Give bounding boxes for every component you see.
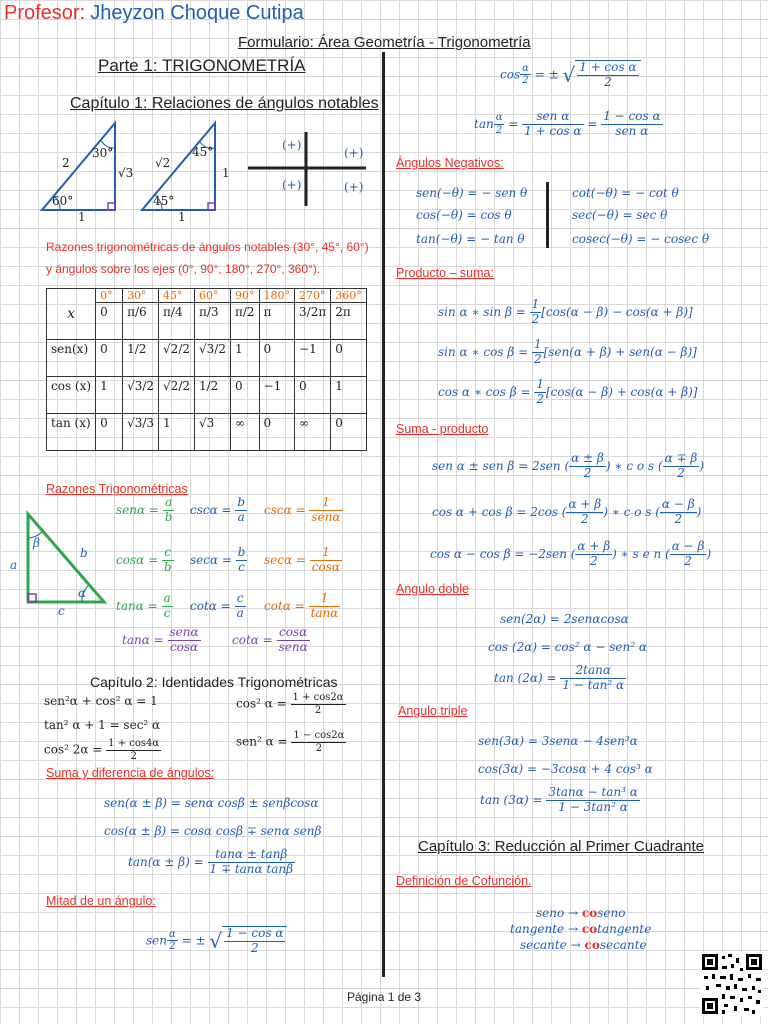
mitad-sen: sen $\frac{\alpha}{2}$ = ± √ $\frac{\text{1 − cos α}}{2}$ xyxy=(146,926,287,956)
cofuncion-title: Definición de Cofunción. xyxy=(396,874,532,888)
rad-180: π xyxy=(259,303,295,340)
deg-30: 30° xyxy=(123,289,159,303)
quadrant-3: (+) xyxy=(282,178,302,192)
table-x-header: x xyxy=(47,289,96,340)
doble-cos: cos (2α) = cos² α − sen² α xyxy=(488,640,647,654)
tri2-base: 1 xyxy=(178,210,186,224)
rad-60: π/3 xyxy=(195,303,231,340)
sp-cos-plus: cos α + cos β = 2cos ( $\frac{\alpha + \beta}{2}$ ) ∗ c o s ( $\frac{\alpha - \beta}{2}$ ) xyxy=(432,497,702,526)
rad-45: π/4 xyxy=(159,303,195,340)
tri2-angle-top: 45° xyxy=(192,145,214,159)
tri1-angle-bottom: 60° xyxy=(52,194,74,208)
tri1-hypotenuse: 2 xyxy=(62,156,70,170)
qr-code-icon xyxy=(700,952,764,1016)
suma-diferencia-title: Suma y diferencia de ángulos: xyxy=(46,766,215,780)
producto-suma-title: Producto – suma: xyxy=(396,266,494,280)
deg-0: 0° xyxy=(96,289,123,303)
right-triangle xyxy=(20,508,110,608)
rt-cos: cosα = $\frac{c}{b}$ xyxy=(116,545,172,574)
rad-30: π/6 xyxy=(123,303,159,340)
chapter1-title: Capítulo 1: Relaciones de ángulos notables xyxy=(70,95,379,112)
doble-sen: sen(2α) = 2senαcosα xyxy=(500,612,629,626)
rad-360: 2π xyxy=(331,303,367,340)
part-title: Parte 1: TRIGONOMETRÍA xyxy=(98,56,306,75)
razones-title: Razones Trigonométricas xyxy=(46,482,188,496)
rt-sec: secα = $\frac{b}{c}$ xyxy=(190,545,246,574)
rt-side-a: a xyxy=(10,558,18,572)
suma-sen: sen(α ± β) = senα cosβ ± senβcosα xyxy=(104,796,319,810)
rad-0: 0 xyxy=(96,303,123,340)
prod-sin-cos: sin α ∗ cos β = $\frac{1}{2}$ [sen(α + β) + sen(α − β)] xyxy=(438,337,697,366)
prod-sin-sin: sin α ∗ sin β = $\frac{1}{2}$ [cos(α − β) − cos(α + β)] xyxy=(438,297,693,326)
suma-producto-title: Suma - producto xyxy=(396,422,489,436)
header-author: Jheyzon Choque Cutipa xyxy=(90,2,304,24)
neg-sen: sen(−θ) = − sen θ xyxy=(416,186,528,200)
deg-360: 360° xyxy=(331,289,367,303)
table-row: sen(x) 0 1/2 √2/2 √3/2 1 0 −1 0 xyxy=(47,340,367,377)
rt-sec-inv: secα = $\frac{1}{\cos\alpha}$ xyxy=(264,545,340,574)
negativos-divider xyxy=(546,182,549,248)
neg-sec: sec(−θ) = sec θ xyxy=(572,208,668,222)
triple-tan: tan (3α) = $\frac{\text{3tanα − tan³ α}}{\text{1 − 3tan² α}}$ xyxy=(480,785,638,814)
rt-alpha: α xyxy=(78,586,87,600)
rad-270: 3/2π xyxy=(295,303,331,340)
tri2-side: 1 xyxy=(222,166,230,180)
rt-csc: cscα = $\frac{b}{a}$ xyxy=(190,495,246,524)
deg-180: 180° xyxy=(259,289,295,303)
rt-cot-inv: cotα = $\frac{1}{\tan\alpha}$ xyxy=(264,591,339,620)
negativos-title: Ángulos Negativos: xyxy=(396,156,504,170)
neg-cos: cos(−θ) = cos θ xyxy=(416,208,512,222)
deg-270: 270° xyxy=(295,289,331,303)
mitad-cos: cos $\frac{\alpha}{2}$ = ± √ $\frac{\text{1 + cos α}}{2}$ xyxy=(500,60,641,90)
identity-pythagorean: sen²α + cos² α = 1 xyxy=(44,694,158,708)
deg-45: 45° xyxy=(159,289,195,303)
tri2-angle-bottom: 45° xyxy=(153,194,175,208)
mitad-tan: tan $\frac{\alpha}{2}$ = $\frac{\text{sen α}}{\text{1 + cos α}}$ = $\frac{\text{1 − cos α}}{\text{sen α}}$ xyxy=(474,109,661,138)
prod-cos-cos: cos α ∗ cos β = $\frac{1}{2}$ [cos(α − β) + cos(α + β)] xyxy=(438,377,698,406)
triple-sen: sen(3α) = 3senα − 4sen³α xyxy=(478,734,638,748)
neg-tan: tan(−θ) = − tan θ xyxy=(416,232,525,246)
quadrant-1: (+) xyxy=(344,146,364,160)
neg-cosec: cosec(−θ) = − cosec θ xyxy=(572,232,710,246)
cofuncion-seno: seno → coseno xyxy=(536,906,626,920)
angulo-triple-title: Angulo triple xyxy=(398,704,468,718)
suma-cos: cos(α ± β) = cosα cosβ ∓ senα senβ xyxy=(104,824,322,838)
rt-tan: tanα = $\frac{a}{c}$ xyxy=(116,591,171,620)
chapter3-title: Capítulo 3: Reducción al Primer Cuadrante xyxy=(418,838,704,855)
sp-cos-minus: cos α − cos β = −2sen ( $\frac{\alpha + \beta}{2}$ ) ∗ s e n ( $\frac{\alpha - \beta}{2}$ ) xyxy=(430,539,712,568)
identity-sen2a: sen² α = $\frac{1 - \cos 2\alpha}{2}$ xyxy=(236,730,345,754)
column-divider xyxy=(382,52,385,977)
tri1-angle-top: 30° xyxy=(92,146,114,160)
cofuncion-tangente: tangente → cotangente xyxy=(510,922,652,936)
page-header xyxy=(4,2,304,25)
rt-beta: β xyxy=(33,536,40,550)
deg-60: 60° xyxy=(195,289,231,303)
table-row: tan (x) 0 √3/3 1 √3 ∞ 0 ∞ 0 xyxy=(47,414,367,451)
quadrant-2: (+) xyxy=(282,138,302,152)
identity-tan-sec: tan² α + 1 = sec² α xyxy=(44,718,161,732)
notable-angles-table xyxy=(46,288,367,451)
header-prefix: Profesor: xyxy=(4,2,86,24)
table-row: cos (x) 1 √3/2 √2/2 1/2 0 −1 0 1 xyxy=(47,377,367,414)
mitad-title: Mitad de un ángulo: xyxy=(46,894,156,908)
razones-description: Razones trigonométricas de ángulos notables (30°, 45°, 60°) y ángulos sobre los ejes (0°, 90°, 180°, 270°, 360°). xyxy=(46,240,369,276)
tri2-hypotenuse: √2 xyxy=(155,156,171,170)
rad-90: π/2 xyxy=(230,303,259,340)
rt-sen: senα = $\frac{a}{b}$ xyxy=(116,495,173,524)
deg-90: 90° xyxy=(230,289,259,303)
tri1-base: 1 xyxy=(78,210,86,224)
tri1-side: √3 xyxy=(118,166,134,180)
page-number: Página 1 de 3 xyxy=(347,990,422,1004)
quadrant-cross xyxy=(248,132,368,208)
triple-cos: cos(3α) = −3cosα + 4 cos³ α xyxy=(478,762,653,776)
quadrant-4: (+) xyxy=(344,180,364,194)
chapter2-title: Capítulo 2: Identidades Trigonométricas xyxy=(90,674,338,690)
identity-cos2-2a: cos² 2α = $\frac{1 + \cos 4\alpha}{2}$ xyxy=(44,738,160,762)
neg-cot: cot(−θ) = − cot θ xyxy=(572,186,679,200)
suma-tan: tan(α ± β) = $\frac{\tan\alpha \pm \tan\beta}{\text{1 ∓ tanα tanβ}}$ xyxy=(128,847,294,876)
rt-side-b: b xyxy=(80,546,88,560)
sp-sen: sen α ± sen β = 2sen ( $\frac{\alpha \pm \beta}{2}$ ) ∗ c o s ( $\frac{\alpha \mp \beta}{2}$ ) xyxy=(432,451,704,480)
document-subtitle: Formulario: Área Geometría - Trigonometría xyxy=(238,34,531,51)
rt-cot: cotα = $\frac{c}{a}$ xyxy=(190,591,244,620)
identity-cos2a: cos² α = $\frac{1 + \cos 2\alpha}{2}$ xyxy=(236,692,344,716)
rt-tan-ratio: tanα = $\frac{\text{senα}}{\cos\alpha}$ xyxy=(122,625,199,654)
angulo-doble-title: Angulo doble xyxy=(396,582,469,596)
doble-tan: tan (2α) = $\frac{2\tan\alpha}{\text{1 − tan² α}}$ xyxy=(494,663,625,692)
rt-csc-inv: cscα = $\frac{1}{\text{senα}}$ xyxy=(264,495,341,524)
cofuncion-secante: secante → cosecante xyxy=(520,938,647,952)
rt-cot-ratio: cotα = $\frac{\cos\alpha}{\text{senα}}$ xyxy=(232,625,308,654)
rt-side-c: c xyxy=(58,604,65,618)
